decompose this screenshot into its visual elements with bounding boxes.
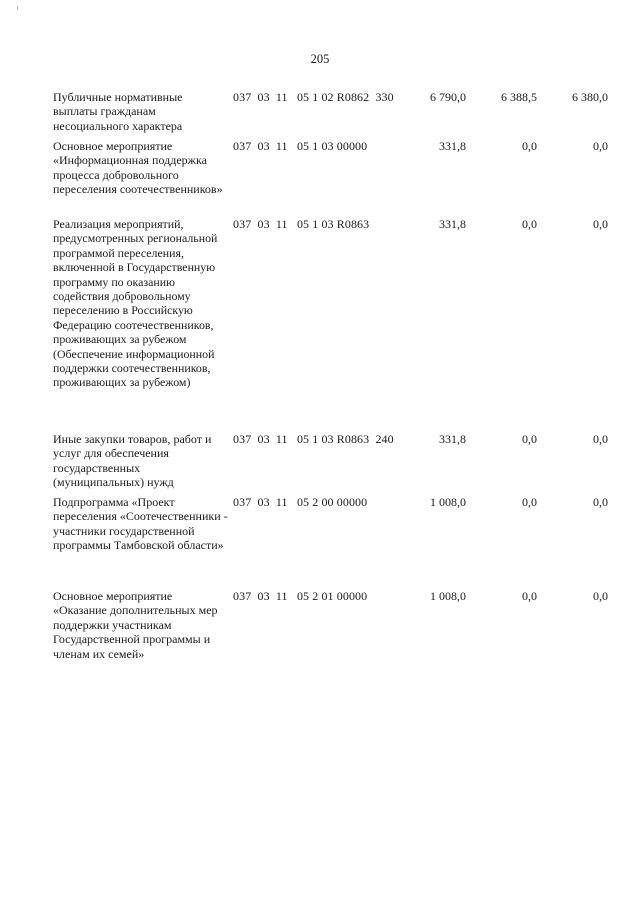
row-value-1: 331,8: [439, 217, 466, 231]
row-value-2: 6 388,5: [501, 90, 537, 104]
row-name: Иные закупки товаров, работ и услуг для обеспечения государственных (муниципальных) нужд: [53, 432, 212, 490]
row-code: 037 03 11 05 2 01 00000: [233, 589, 368, 603]
row-value-1: 6 790,0: [430, 90, 466, 104]
row-value-3: 0,0: [593, 432, 608, 446]
row-value-1: 331,8: [439, 432, 466, 446]
row-code: 037 03 11 05 1 03 R0863 240: [233, 432, 394, 446]
row-value-2: 0,0: [522, 432, 537, 446]
row-value-1: 1 008,0: [430, 589, 466, 603]
row-value-3: 0,0: [593, 589, 608, 603]
row-name: Публичные нормативные выплаты гражданам несоциального характера: [53, 90, 183, 133]
row-value-3: 0,0: [593, 495, 608, 509]
row-value-3: 0,0: [593, 139, 608, 153]
row-name: Реализация мероприятий, предусмотренных региональной программой переселения, включенной в Государственную программу по оказанию содействия добровольному переселению в Российскую Федерацию соотечественников, проживающих за рубежом (Обеспечение информационной поддержки соотечественников, проживающих за рубежом): [53, 217, 218, 390]
row-code: 037 03 11 05 2 00 00000: [233, 495, 368, 509]
row-code: 037 03 11 05 1 03 R0863: [233, 217, 370, 231]
page-number: 205: [310, 52, 330, 66]
row-value-2: 0,0: [522, 217, 537, 231]
row-name: Основное мероприятие «Информационная поддержка процесса добровольного переселения соотечественников»: [53, 139, 223, 197]
row-value-3: 6 380,0: [572, 90, 608, 104]
row-code: 037 03 11 05 1 02 R0862 330: [233, 90, 394, 104]
row-value-3: 0,0: [593, 217, 608, 231]
row-value-2: 0,0: [522, 589, 537, 603]
row-value-2: 0,0: [522, 495, 537, 509]
row-value-1: 331,8: [439, 139, 466, 153]
row-value-1: 1 008,0: [430, 495, 466, 509]
row-name: Основное мероприятие «Оказание дополнительных мер поддержки участникам Государственной программы и членам их семей»: [53, 589, 218, 661]
row-code: 037 03 11 05 1 03 00000: [233, 139, 368, 153]
row-value-2: 0,0: [522, 139, 537, 153]
scan-mark: [17, 6, 18, 10]
row-name: Подпрограмма «Проект переселения «Соотечественники - участники государственной программы Тамбовской области»: [53, 495, 228, 553]
